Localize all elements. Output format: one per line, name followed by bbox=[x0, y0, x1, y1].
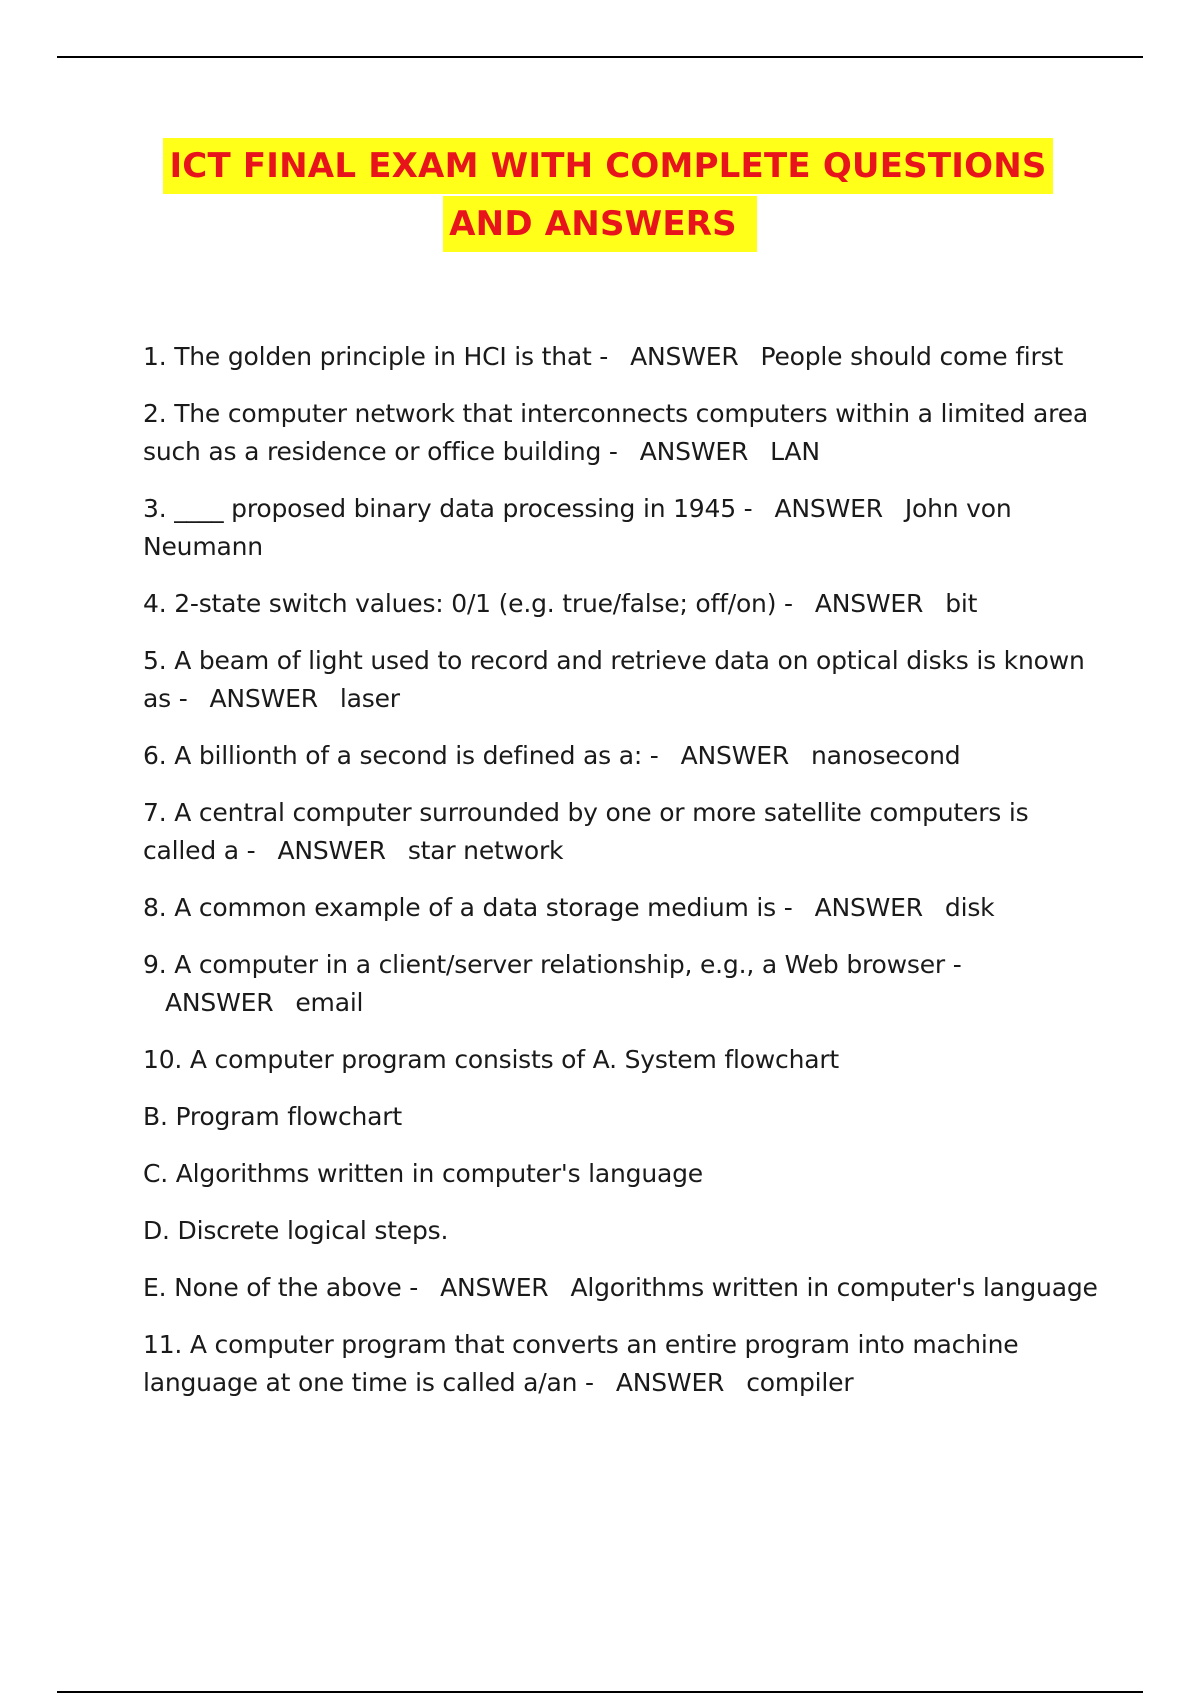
option-text: B. Program flowchart bbox=[143, 1102, 402, 1131]
qa-item-4 bbox=[143, 585, 1103, 623]
qa-item-10 bbox=[143, 1041, 1103, 1079]
qa-item-10-option-e bbox=[143, 1269, 1103, 1307]
answer-label: ANSWER bbox=[814, 893, 923, 922]
answer-text: star network bbox=[407, 836, 564, 865]
question-text: 2. The computer network that interconnects computers within a limited area such as a residence or office building - bbox=[143, 399, 1096, 466]
header-rule bbox=[57, 56, 1143, 58]
option-text: D. Discrete logical steps. bbox=[143, 1216, 449, 1245]
question-text: 11. A computer program that converts an entire program into machine language at one time is called a/an - bbox=[143, 1330, 1027, 1397]
answer-text: Algorithms written in computer's language bbox=[570, 1273, 1098, 1302]
answer-text: email bbox=[295, 988, 364, 1017]
qa-item-10-option-b bbox=[143, 1098, 1103, 1136]
qa-item-6 bbox=[143, 737, 1103, 775]
answer-label: ANSWER bbox=[615, 1368, 725, 1397]
answer-text: bit bbox=[945, 589, 978, 618]
answer-label: ANSWER bbox=[814, 589, 924, 618]
answer-label: ANSWER bbox=[209, 684, 318, 713]
qa-item-9 bbox=[143, 946, 1103, 1022]
answer-text: LAN bbox=[770, 437, 820, 466]
answer-text: John von Neumann bbox=[143, 494, 1020, 561]
footer-rule bbox=[57, 1691, 1143, 1693]
option-text: E. None of the above - bbox=[143, 1273, 419, 1302]
answer-label: ANSWER bbox=[440, 1273, 549, 1302]
qa-item-10-option-c bbox=[143, 1155, 1103, 1193]
question-text: 6. A billionth of a second is defined as a: - bbox=[143, 741, 659, 770]
title-line-2: AND ANSWERS bbox=[443, 196, 757, 252]
qa-item-7 bbox=[143, 794, 1103, 870]
answer-text: compiler bbox=[746, 1368, 854, 1397]
qa-item-11 bbox=[143, 1326, 1103, 1402]
question-text: 10. A computer program consists of A. System flowchart bbox=[143, 1045, 840, 1074]
qa-item-10-option-d bbox=[143, 1212, 1103, 1250]
answer-text: disk bbox=[944, 893, 995, 922]
answer-label: ANSWER bbox=[277, 836, 386, 865]
question-text: 7. A central computer surrounded by one or more satellite computers is called a - bbox=[143, 798, 1037, 865]
answer-label: ANSWER bbox=[680, 741, 789, 770]
question-text: 9. A computer in a client/server relationship, e.g., a Web browser - bbox=[143, 950, 962, 979]
question-text: 8. A common example of a data storage medium is - bbox=[143, 893, 793, 922]
answer-label: ANSWER bbox=[639, 437, 749, 466]
question-text: 5. A beam of light used to record and retrieve data on optical disks is known as - bbox=[143, 646, 1093, 713]
answer-text: laser bbox=[339, 684, 400, 713]
answer-text: nanosecond bbox=[810, 741, 961, 770]
answer-label: ANSWER bbox=[630, 342, 739, 371]
qa-item-1 bbox=[143, 338, 1103, 376]
question-list bbox=[143, 338, 1103, 1421]
answer-text: People should come first bbox=[760, 342, 1064, 371]
answer-label: ANSWER bbox=[774, 494, 883, 523]
question-text: 4. 2-state switch values: 0/1 (e.g. true/false; off/on) - bbox=[143, 589, 793, 618]
qa-item-3 bbox=[143, 490, 1103, 566]
qa-item-8 bbox=[143, 889, 1103, 927]
question-text: 1. The golden principle in HCI is that - bbox=[143, 342, 609, 371]
question-text: 3. ____ proposed binary data processing in 1945 - bbox=[143, 494, 753, 523]
option-text: C. Algorithms written in computer's language bbox=[143, 1159, 703, 1188]
qa-item-5 bbox=[143, 642, 1103, 718]
title-line-1: ICT FINAL EXAM WITH COMPLETE QUESTIONS bbox=[163, 138, 1052, 194]
qa-item-2 bbox=[143, 395, 1103, 471]
document-title bbox=[0, 138, 1200, 252]
answer-label: ANSWER bbox=[165, 988, 274, 1017]
